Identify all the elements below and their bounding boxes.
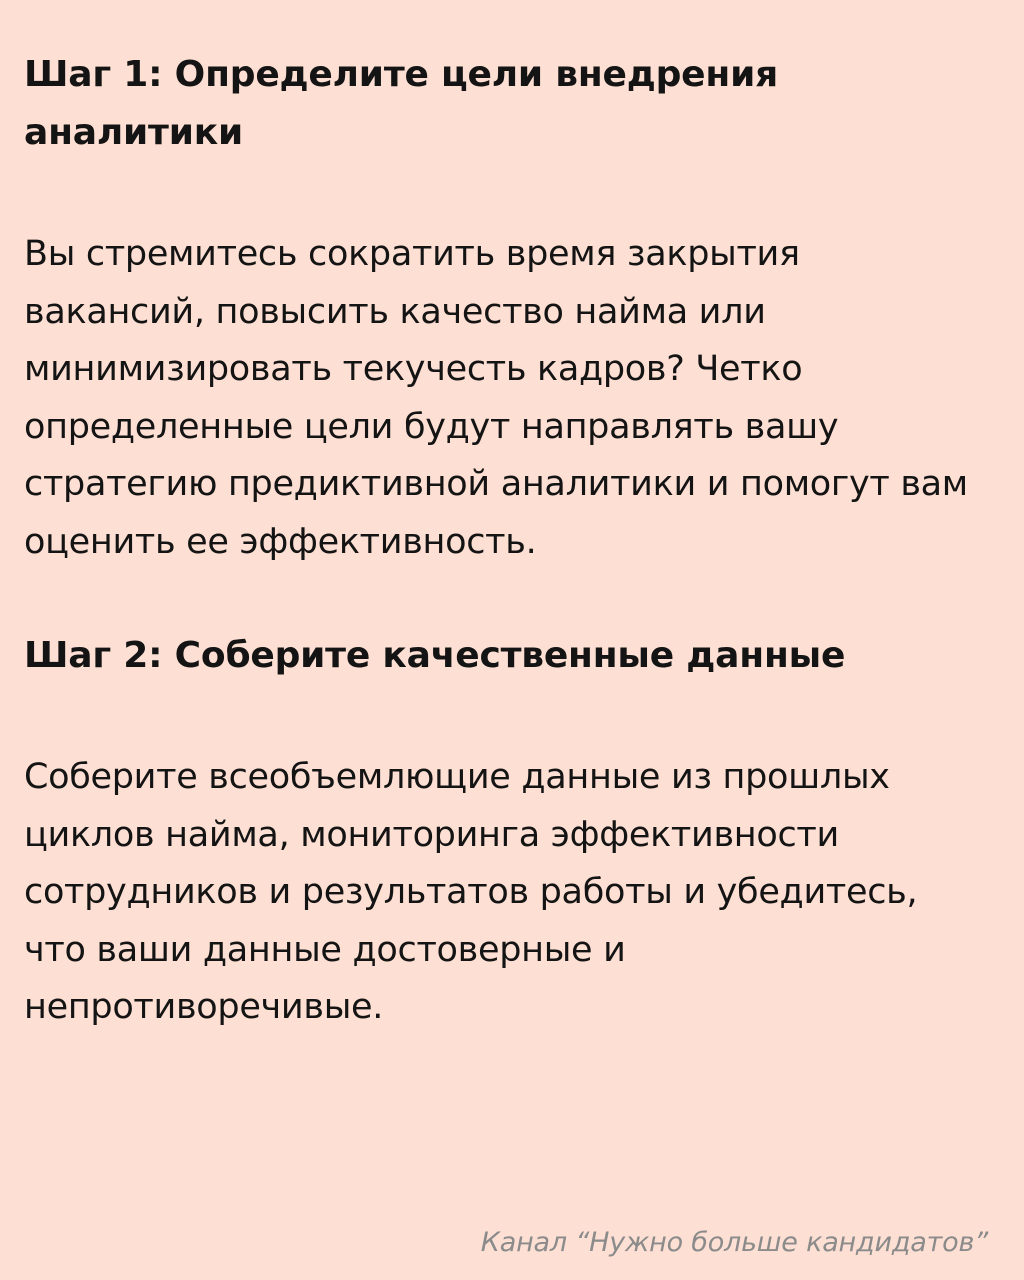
- step-1-heading: Шаг 1: Определите цели внедрения аналитики: [24, 54, 779, 153]
- step-2-body: Соберите всеобъемлющие данные из прошлых циклов найма, мониторинга эффективности сотрудников и результатов работы и убедитесь, что ваши данные достоверные и непротиворечивые.: [24, 757, 918, 1027]
- channel-caption: Канал “Нужно больше кандидатов”: [480, 1227, 988, 1258]
- step-1-body: Вы стремитесь сократить время закрытия вакансий, повысить качество найма или минимизировать текучесть кадров? Четко определенные цели будут направлять вашу стратегию предиктивной аналитики и помогут вам оценить ее эффективность.: [24, 234, 968, 562]
- step-2-heading: Шаг 2: Соберите качественные данные: [24, 635, 846, 676]
